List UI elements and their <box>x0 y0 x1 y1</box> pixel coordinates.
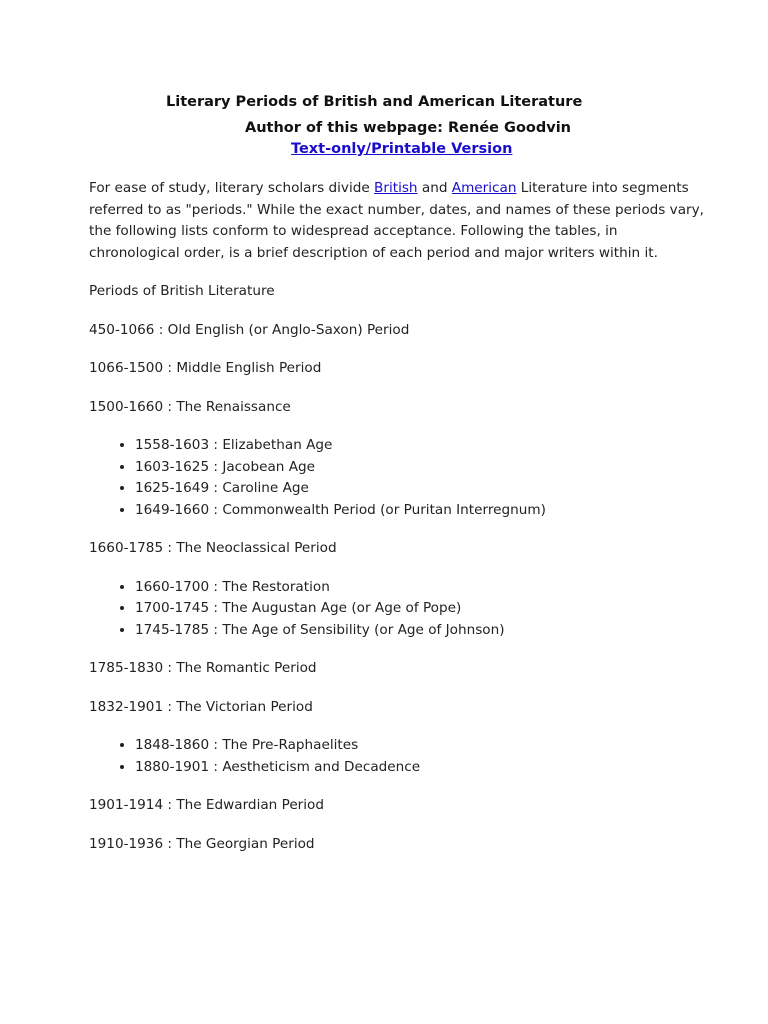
period-heading: 450-1066 : Old English (or Anglo-Saxon) Period <box>89 321 410 338</box>
section-heading: Periods of British Literature <box>89 283 275 299</box>
intro-text-and: and <box>417 180 452 196</box>
subperiod-item: • 1700-1745 : The Augustan Age (or Age of Pope) <box>135 598 709 620</box>
subperiod-item: • 1880-1901 : Aestheticism and Decadence <box>135 757 709 779</box>
period-heading: 1832-1901 : The Victorian Period <box>89 698 313 715</box>
subperiod-item: • 1603-1625 : Jacobean Age <box>135 457 709 479</box>
intro-paragraph <box>89 178 709 264</box>
subperiod-item: • 1745-1785 : The Age of Sensibility (or Age of Johnson) <box>135 620 709 642</box>
period-heading: 1785-1830 : The Romantic Period <box>89 660 317 676</box>
period-heading: 1066-1500 : Middle English Period <box>89 360 322 376</box>
main-content <box>89 178 709 872</box>
subperiod-item: • 1848-1860 : The Pre-Raphaelites <box>135 735 709 757</box>
intro-text-start: For ease of study, literary scholars divide <box>89 180 375 196</box>
subperiod-item: • 1649-1660 : Commonwealth Period (or Puritan Interregnum) <box>135 500 709 522</box>
subperiod-item: • 1660-1700 : The Restoration <box>135 577 709 599</box>
subperiod-item: • 1625-1649 : Caroline Age <box>135 478 709 500</box>
period-heading: 1901-1914 : The Edwardian Period <box>89 797 324 813</box>
page-title: Literary Periods of British and American Literature <box>166 94 583 110</box>
period-heading: 1910-1936 : The Georgian Period <box>89 835 315 852</box>
subperiod-list <box>89 577 709 642</box>
author-line: Author of this webpage: Renée Goodvin <box>245 120 572 136</box>
period-heading: 1660-1785 : The Neoclassical Period <box>89 540 337 556</box>
british-link[interactable]: British <box>374 180 418 196</box>
printable-version-link[interactable]: Text-only/Printable Version <box>291 141 513 157</box>
subperiod-list <box>89 735 709 778</box>
american-link[interactable]: American <box>451 180 517 196</box>
periods-list <box>89 320 709 856</box>
period-heading: 1500-1660 : The Renaissance <box>89 398 291 415</box>
subperiod-list <box>89 435 709 521</box>
subperiod-item: • 1558-1603 : Elizabethan Age <box>135 435 709 457</box>
intro-text-end: Literature into segments referred to as "periods." While the exact number, dates, and names of these periods vary, the following lists conform to widespread acceptance. Following the tables, in chronological order, is a brief description of each period and major writers within it. <box>89 180 704 261</box>
